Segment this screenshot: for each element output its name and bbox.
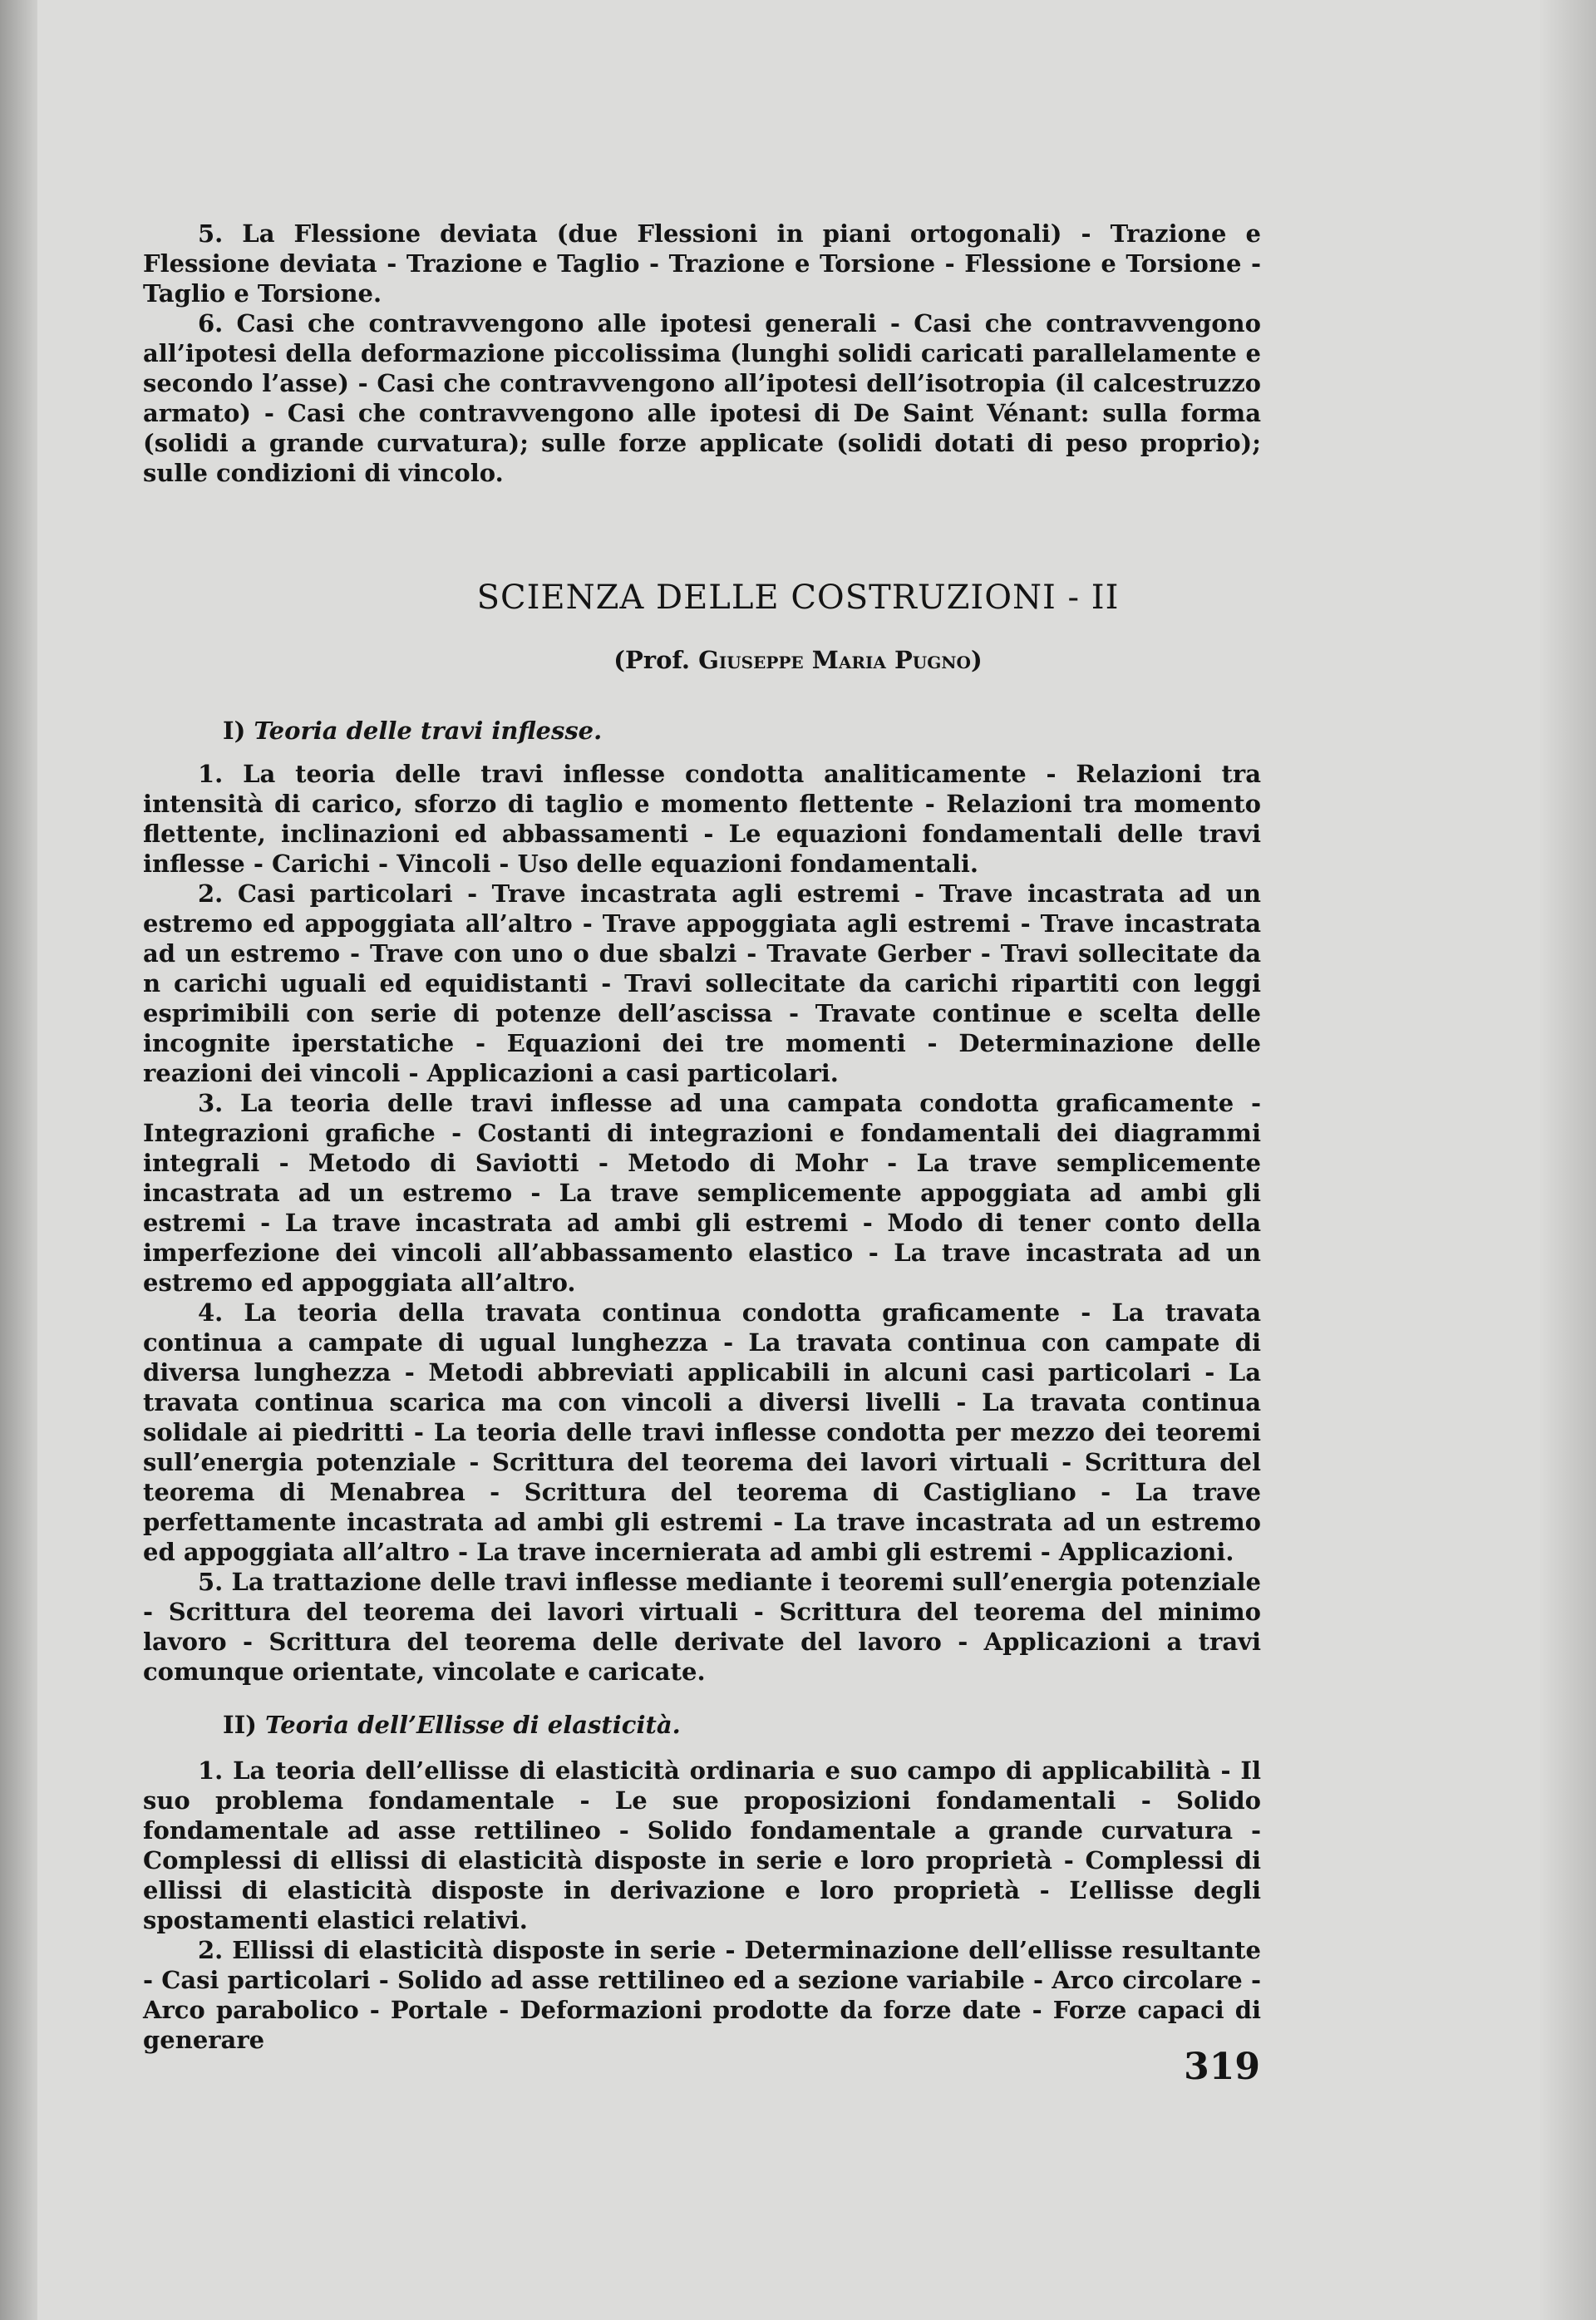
paragraph-6-casi-ipotesi: 6. Casi che contravvengono alle ipotesi generali - Casi che contravvengono all’ipotesi della deformazione piccolissima (lunghi solidi caricati parallelamente e secondo l’asse) - Casi che contravvengono all’ipotesi dell’isotropia (il calcestruzzo armato) - Casi che contravvengono alle ipotesi di De Saint Vénant: sulla forma (solidi a grande curvatura); sulle forze applicate (solidi dotati di peso proprio); sulle condizioni di vincolo.: [143, 309, 1261, 487]
subsection-title: Teoria dell’Ellisse di elasticità.: [264, 1711, 681, 1739]
paragraph-3: 3. La teoria delle travi inflesse ad una campata condotta graficamente - Integrazioni grafiche - Costanti di integrazioni e fondamentali dei diagrammi integrali - Metodo di Saviotti - Metodo di Mohr - La trave semplicemente incastrata ad un estremo - La trave semplicemente appoggiata ad ambi gli estremi - La trave incastrata ad ambi gli estremi - Modo di tener conto della imperfezione dei vincoli all’abbassamento elastico - La trave incastrata ad un estremo ed appoggiata all’altro.: [143, 1089, 1261, 1297]
author-name: Giuseppe Maria Pugno: [698, 646, 971, 674]
subsection-2-text: [143, 1756, 1261, 2055]
subsection-heading-2: [223, 1711, 681, 1739]
paragraph-1: 1. La teoria delle travi inflesse condotta analiticamente - Relazioni tra intensità di carico, sforzo di taglio e momento flettente - Relazioni tra momento flettente, inclinazioni ed abbassamenti - Le equazioni fondamentali delle travi inflesse - Carichi - Vincoli - Uso delle equazioni fondamentali.: [143, 760, 1261, 878]
subsection-heading-1: [223, 717, 602, 745]
paragraph-5: 5. La trattazione delle travi inflesse mediante i teoremi sull’energia potenziale - Scrittura del teorema dei lavori virtuali - Scrittura del teorema del minimo lavoro - Scrittura del teorema delle derivate del lavoro - Applicazioni a travi comunque orientate, vincolate e caricate.: [143, 1568, 1261, 1686]
section-author: [0, 646, 1596, 674]
author-prefix: (Prof.: [613, 646, 690, 674]
paragraph-1: 1. La teoria dell’ellisse di elasticità ordinaria e suo campo di applicabilità - Il suo problema fondamentale - Le sue proposizioni fondamentali - Solido fondamentale ad asse rettilineo - Solido fondamentale a grande curvatura - Complessi di ellissi di elasticità disposte in serie e loro proprietà - Complessi di ellissi di elasticità disposte in derivazione e loro proprietà - L’ellisse degli spostamenti elastici relativi.: [143, 1756, 1261, 1934]
paragraph-2: 2. Casi particolari - Trave incastrata agli estremi - Trave incastrata ad un estremo ed appoggiata all’altro - Trave appoggiata agli estremi - Trave incastrata ad un estremo - Trave con uno o due sbalzi - Travate Gerber - Travi sollecitate da n carichi uguali ed equidistanti - Travi sollecitate da carichi ripartiti con leggi esprimibili con serie di potenze dell’ascissa - Travate continue e scelta delle incognite iperstatiche - Equazioni dei tre momenti - Determinazione delle reazioni dei vincoli - Applicazioni a casi particolari.: [143, 879, 1261, 1087]
paragraph-2: 2. Ellissi di elasticità disposte in serie - Determinazione dell’ellisse resultante - Casi particolari - Solido ad asse rettilineo ed a sezione variabile - Arco circolare - Arco parabolico - Portale - Deformazioni prodotte da forze date - Forze capaci di generare: [143, 1936, 1261, 2054]
subsection-number: II): [223, 1711, 257, 1739]
subsection-1-text: [143, 759, 1261, 1687]
author-suffix: ): [970, 646, 983, 674]
intro-text-block: [143, 219, 1261, 488]
page-number: 319: [1184, 2046, 1260, 2088]
paragraph-5-flessione-deviata: 5. La Flessione deviata (due Flessioni in piani ortogonali) - Trazione e Flessione deviata - Trazione e Taglio - Trazione e Torsione - Flessione e Torsione - Taglio e Torsione.: [143, 219, 1261, 308]
section-title: SCIENZA DELLE COSTRUZIONI - II: [476, 579, 1120, 617]
subsection-number: I): [223, 717, 246, 745]
paragraph-4: 4. La teoria della travata continua condotta graficamente - La travata continua a campate di ugual lunghezza - La travata continua con campate di diversa lunghezza - Metodi abbreviati applicabili in alcuni casi particolari - La travata continua scarica ma con vincoli a diversi livelli - La travata continua solidale ai piedritti - La teoria delle travi inflesse condotta per mezzo dei teoremi sull’energia potenziale - Scrittura del teorema dei lavori virtuali - Scrittura del teorema di Menabrea - Scrittura del teorema di Castigliano - La trave perfettamente incastrata ad ambi gli estremi - La trave incastrata ad un estremo ed appoggiata all’altro - La trave incernierata ad ambi gli estremi - Applicazioni.: [143, 1298, 1261, 1566]
subsection-title: Teoria delle travi inflesse.: [254, 717, 603, 745]
